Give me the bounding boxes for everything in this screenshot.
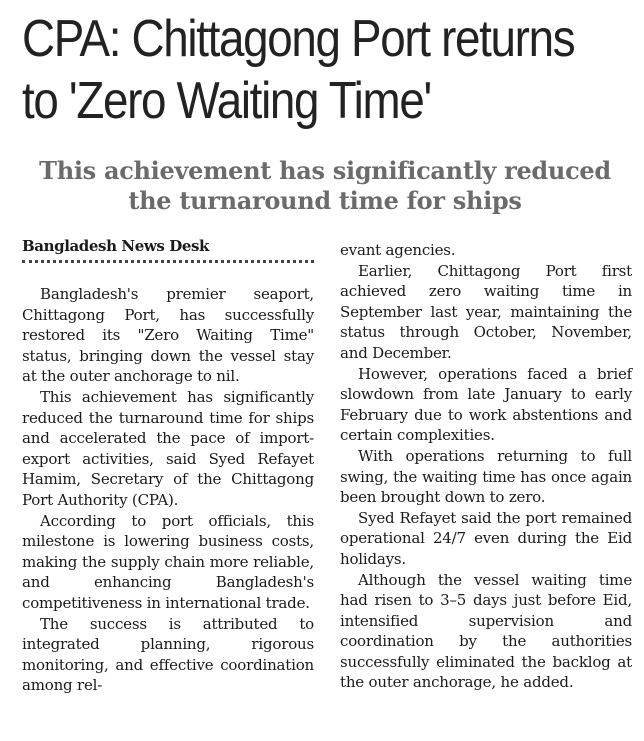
paragraph: Bangladesh's premier seaport, Chittagong Port, has successfully restored its "Zero Waiting Time" status, bringing down the vessel stay at the outer anchorage to nil. <box>22 285 314 386</box>
paragraph: However, operations faced a brief slowdown from late January to early February due to work abstentions and certain complexities. <box>340 364 632 445</box>
dotted-divider <box>22 260 314 263</box>
paragraph: Although the vessel waiting time had risen to 3–5 days just before Eid, intensified supervision and coordination by the authorities successfully eliminated the backlog at the outer anchorage, he added. <box>340 570 632 692</box>
subheadline-line-2: the turnaround time for ships <box>128 186 522 215</box>
subheadline <box>30 156 620 216</box>
headline-line-2: to 'Zero Waiting Time' <box>22 72 431 130</box>
paragraph: The success is attributed to integrated planning, rigorous monitoring, and effective coordination among rel- <box>22 614 314 695</box>
subheadline-line-1: This achievement has significantly reduced <box>39 156 611 185</box>
headline-line-1: CPA: Chittagong Port returns <box>22 10 575 68</box>
article-column-1 <box>22 284 314 696</box>
byline: Bangladesh News Desk <box>22 237 210 255</box>
paragraph: Earlier, Chittagong Port first achieved zero waiting time in September last year, maintaining the status through October, November, and December. <box>340 261 632 362</box>
paragraph: With operations returning to full swing, the waiting time has once again been brought down to zero. <box>340 446 632 507</box>
paragraph: This achievement has significantly reduced the turnaround time for ships and accelerated the pace of import-export activities, said Syed Refayet Hamim, Secretary of the Chittagong Port Authority (CPA). <box>22 387 314 509</box>
paragraph: According to port officials, this milestone is lowering business costs, making the supply chain more reliable, and enhancing Bangladesh's competitiveness in international trade. <box>22 511 314 612</box>
headline <box>22 8 575 132</box>
paragraph: Syed Refayet said the port remained operational 24/7 even during the Eid holidays. <box>340 508 632 568</box>
article-column-2 <box>340 240 632 693</box>
paragraph-continuation: evant agencies. <box>340 241 456 259</box>
